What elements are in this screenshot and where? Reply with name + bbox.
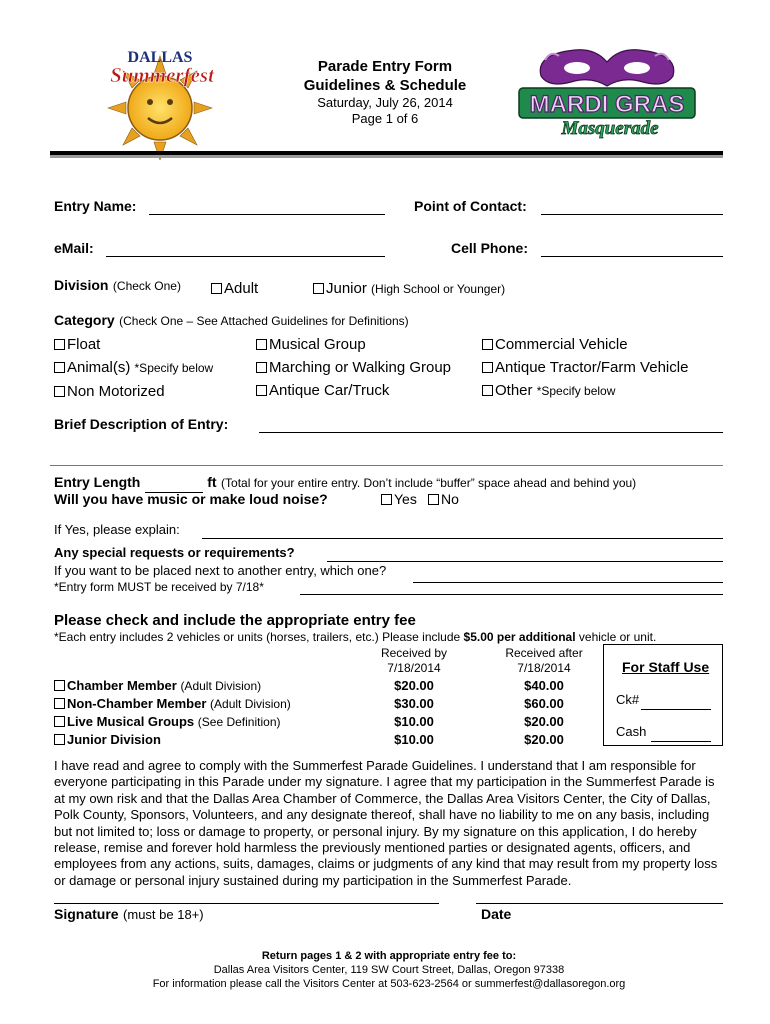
checkbox[interactable] <box>54 362 65 373</box>
music-explain-label: If Yes, please explain: <box>54 522 180 537</box>
email-label: eMail: <box>54 240 94 256</box>
category-option-other[interactable]: Other *Specify below <box>482 379 688 403</box>
entry-length-label: Entry Length <box>54 474 141 490</box>
checkbox[interactable] <box>482 339 493 350</box>
category-option-antique-car[interactable]: Antique Car/Truck <box>256 379 451 402</box>
checkbox[interactable] <box>54 339 65 350</box>
logo-text-summerfest: Summerfest <box>110 63 214 87</box>
checkbox[interactable] <box>428 494 439 505</box>
signature-label: Signature <box>54 906 119 922</box>
checkbox[interactable] <box>54 716 65 727</box>
fee-value: $60.00 <box>524 696 564 711</box>
checkbox[interactable] <box>256 339 267 350</box>
fee-value: $30.00 <box>394 696 434 711</box>
summerfest-logo <box>96 42 226 160</box>
placement-label: If you want to be placed next to another entry, which one? <box>54 563 387 578</box>
fee-value: $20.00 <box>394 678 434 693</box>
cell-phone-label: Cell Phone: <box>451 240 529 256</box>
checkbox[interactable] <box>54 698 65 709</box>
fees-note: *Each entry includes 2 vehicles or units (horses, trailers, etc.) Please include $5.00 per additional vehicle or unit. <box>54 630 657 644</box>
checkbox[interactable] <box>256 362 267 373</box>
category-option-float[interactable]: Float <box>54 333 213 356</box>
staff-ck-input[interactable] <box>641 693 711 710</box>
entry-length-row <box>54 474 636 493</box>
category-row <box>54 312 409 330</box>
entry-name-label: Entry Name: <box>54 198 137 214</box>
footer-info: For information please call the Visitors Center at 503-623-2564 or summerfest@dallasoregon.org <box>152 978 626 990</box>
placement-input[interactable] <box>413 566 723 583</box>
date-label: Date <box>481 906 512 922</box>
category-col-2 <box>256 333 451 402</box>
section-divider-1 <box>50 465 723 466</box>
fee-option-junior[interactable]: Junior Division <box>54 731 291 749</box>
category-hint: (Check One – See Attached Guidelines for Definitions) <box>119 314 409 328</box>
checkbox[interactable] <box>482 385 493 396</box>
checkbox[interactable] <box>381 494 392 505</box>
fee-value: $20.00 <box>524 714 564 729</box>
fee-column-received-after <box>500 677 588 749</box>
event-date: Saturday, July 26, 2014 <box>317 95 453 110</box>
category-option-marching-group[interactable]: Marching or Walking Group <box>256 356 451 379</box>
fee-option-non-chamber[interactable]: Non-Chamber Member (Adult Division) <box>54 695 291 713</box>
music-explain-input[interactable] <box>202 522 723 539</box>
fee-option-live-music[interactable]: Live Musical Groups (See Definition) <box>54 713 291 731</box>
category-option-animals[interactable]: Animal(s) *Specify below <box>54 356 213 380</box>
cell-phone-input[interactable] <box>541 240 723 257</box>
music-question: Will you have music or make loud noise? <box>54 491 328 507</box>
checkbox[interactable] <box>313 283 324 294</box>
point-of-contact-label: Point of Contact: <box>414 198 527 214</box>
description-input[interactable] <box>259 416 723 433</box>
checkbox[interactable] <box>256 385 267 396</box>
header-divider-shadow <box>50 155 723 158</box>
staff-use-title: For Staff Use <box>622 659 710 675</box>
music-row <box>54 491 328 509</box>
fee-option-chamber[interactable]: Chamber Member (Adult Division) <box>54 677 291 695</box>
checkbox[interactable] <box>482 362 493 373</box>
point-of-contact-input[interactable] <box>541 198 723 215</box>
division-label: Division <box>54 277 109 293</box>
placement-extra-line[interactable] <box>300 594 723 595</box>
fee-value: $10.00 <box>394 732 434 747</box>
description-label: Brief Description of Entry: <box>54 416 229 432</box>
page-subtitle: Guidelines & Schedule <box>303 77 467 94</box>
category-label: Category <box>54 312 115 328</box>
checkbox[interactable] <box>54 680 65 691</box>
category-option-commercial-vehicle[interactable]: Commercial Vehicle <box>482 333 688 356</box>
fees-heading: Please check and include the appropriate entry fee <box>54 612 416 629</box>
agreement-text: I have read and agree to comply with the Summerfest Parade Guidelines. I understand that I am responsible for everyone participating in this Parade under my signature. I agree that my participation in the Summerfest Parade is at my own risk and that the Dallas Area Chamber of Commerce, the Dallas Area Visitors Center, the City of Dallas, Polk County, Sponsors, Volunteers, and any designate thereof, shall have no liability to me on any basis, including but not limited to; loss or damage to property, or personal injury. By my signature on this application, I do hereby release, remise and forever hold harmless the previously mentioned parties or designated agents, officers, and employees from any actions, suits, damages, claims or judgments of any kind that may result from my property loss or damage or personal injury sustained during my participation in the Summerfest Parade. <box>54 758 718 888</box>
entry-name-input[interactable] <box>149 198 385 215</box>
footer-address: Dallas Area Visitors Center, 119 SW Court Street, Dallas, Oregon 97338 <box>213 964 565 976</box>
logo-text-mardi-gras: MARDI GRAS <box>529 91 685 118</box>
col-header-received-by: Received by 7/18/2014 <box>380 646 448 675</box>
category-option-antique-tractor[interactable]: Antique Tractor/Farm Vehicle <box>482 356 688 379</box>
staff-use-box <box>603 644 723 746</box>
page-number: Page 1 of 6 <box>351 111 419 126</box>
signature-label-row <box>54 906 204 924</box>
division-option-adult[interactable]: Adult <box>211 280 258 297</box>
footer <box>54 949 724 991</box>
division-option-junior[interactable]: Junior (High School or Younger) <box>313 280 505 297</box>
entry-length-note: (Total for your entire entry. Don’t include “buffer” space ahead and behind you) <box>221 476 637 490</box>
fee-value: $20.00 <box>524 732 564 747</box>
footer-return: Return pages 1 & 2 with appropriate entry fee to: <box>261 950 517 962</box>
deadline-note: *Entry form MUST be received by 7/18* <box>54 580 264 594</box>
entry-length-unit: ft <box>207 474 217 490</box>
col-header-received-after: Received after 7/18/2014 <box>505 646 583 675</box>
division-hint: (Check One) <box>112 279 181 293</box>
signature-input[interactable] <box>54 889 439 904</box>
category-option-musical-group[interactable]: Musical Group <box>256 333 451 356</box>
checkbox[interactable] <box>54 386 65 397</box>
logo-text-dallas: DALLAS <box>127 49 193 66</box>
category-col-1 <box>54 333 213 403</box>
fee-value: $10.00 <box>394 714 434 729</box>
signature-note: (must be 18+) <box>123 907 204 922</box>
checkbox[interactable] <box>211 283 222 294</box>
mardi-gras-logo <box>515 42 700 142</box>
division-row <box>54 277 181 295</box>
page-title: Parade Entry Form <box>317 58 453 75</box>
logo-text-masquerade: Masquerade <box>561 118 659 139</box>
date-input[interactable] <box>476 889 723 904</box>
special-requests-label: Any special requests or requirements? <box>54 545 295 560</box>
email-input[interactable] <box>106 240 385 257</box>
fee-labels <box>54 677 291 749</box>
staff-ck-label: Ck# <box>616 692 640 707</box>
music-option-no[interactable]: No <box>428 491 459 507</box>
staff-cash-label: Cash <box>616 724 647 739</box>
fee-value: $40.00 <box>524 678 564 693</box>
category-col-3 <box>482 333 688 403</box>
special-requests-input[interactable] <box>327 545 723 562</box>
header-title-block <box>270 57 500 127</box>
fee-column-received-by <box>370 677 458 749</box>
category-option-non-motorized[interactable]: Non Motorized <box>54 380 213 403</box>
staff-cash-input[interactable] <box>651 725 711 742</box>
music-option-yes[interactable]: Yes <box>381 491 417 507</box>
checkbox[interactable] <box>54 734 65 745</box>
